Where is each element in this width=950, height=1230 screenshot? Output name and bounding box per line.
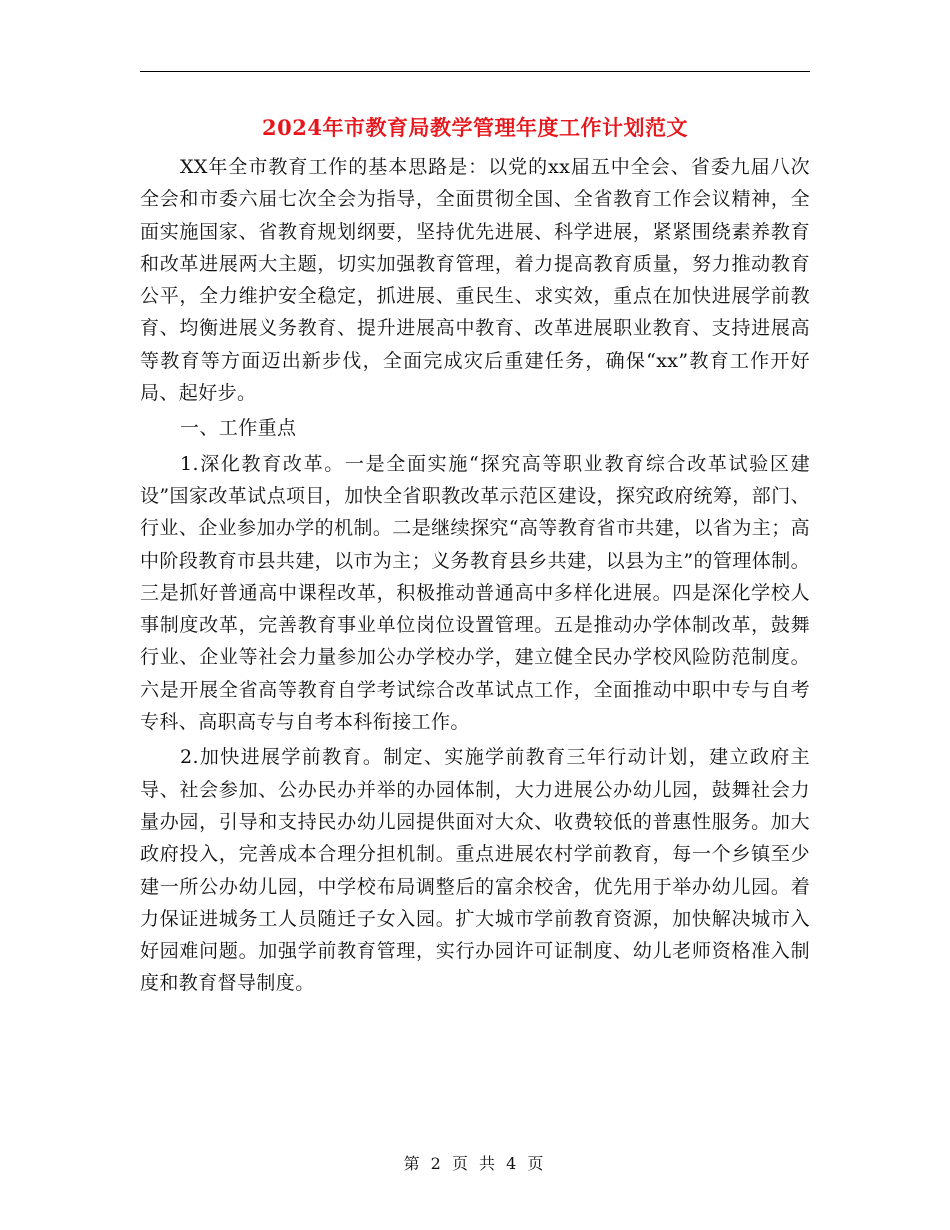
item-2-paragraph: 2.加快进展学前教育。制定、实施学前教育三年行动计划，建立政府主导、社会参加、公办民办并举的办园体制，大力进展公办幼儿园，鼓舞社会力量办园，引导和支持民办幼儿园提供面对大众、收费较低的普惠性服务。加大政府投入，完善成本合理分担机制。重点进展农村学前教育，每一个乡镇至少建一所公办幼儿园，中学校布局调整后的富余校舍，优先用于举办幼儿园。着力保证进城务工人员随迁子女入园。扩大城市学前教育资源，加快解决城市入好园难问题。加强学前教育管理，实行办园许可证制度、幼儿老师资格准入制度和教育督导制度。 xyxy=(140,746,810,995)
page-number-footer: 第 2 页 共 4 页 xyxy=(403,1154,547,1173)
header-rule xyxy=(140,71,810,72)
intro-paragraph: XX年全市教育工作的基本思路是：以党的xx届五中全会、省委九届八次全会和市委六届七次全会为指导，全面贯彻全国、全省教育工作会议精神，全面实施国家、省教育规划纲要，坚持优先进展、科学进展，紧紧围绕素养教育和改革进展两大主题，切实加强教育管理，着力提高教育质量，努力推动教育公平，全力维护安全稳定，抓进展、重民生、求实效，重点在加快进展学前教育、均衡进展义务教育、提升进展高中教育、改革进展职业教育、支持进展高等教育等方面迈出新步伐，全面完成灾后重建任务，确保“xx”教育工作开好局、起好步。 xyxy=(140,156,810,405)
document-body xyxy=(140,151,810,1003)
item-1-paragraph: 1.深化教育改革。一是全面实施“探究高等职业教育综合改革试验区建设”国家改革试点项目，加快全省职教改革示范区建设，探究政府统筹，部门、行业、企业参加办学的机制。二是继续探究“高等教育省市共建，以省为主；高中阶段教育市县共建，以市为主；义务教育县乡共建，以县为主”的管理体制。三是抓好普通高中课程改革，积极推动普通高中多样化进展。四是深化学校人事制度改革，完善教育事业单位岗位设置管理。五是推动办学体制改革，鼓舞行业、企业等社会力量参加公办学校办学，建立健全民办学校风险防范制度。六是开展全省高等教育自学考试综合改革试点工作，全面推动中职中专与自考专科、高职高专与自考本科衔接工作。 xyxy=(140,452,810,734)
section-heading-work-focus: 一、工作重点 xyxy=(180,417,297,440)
document-title: 2024年市教育局教学管理年度工作计划范文 xyxy=(262,115,688,140)
